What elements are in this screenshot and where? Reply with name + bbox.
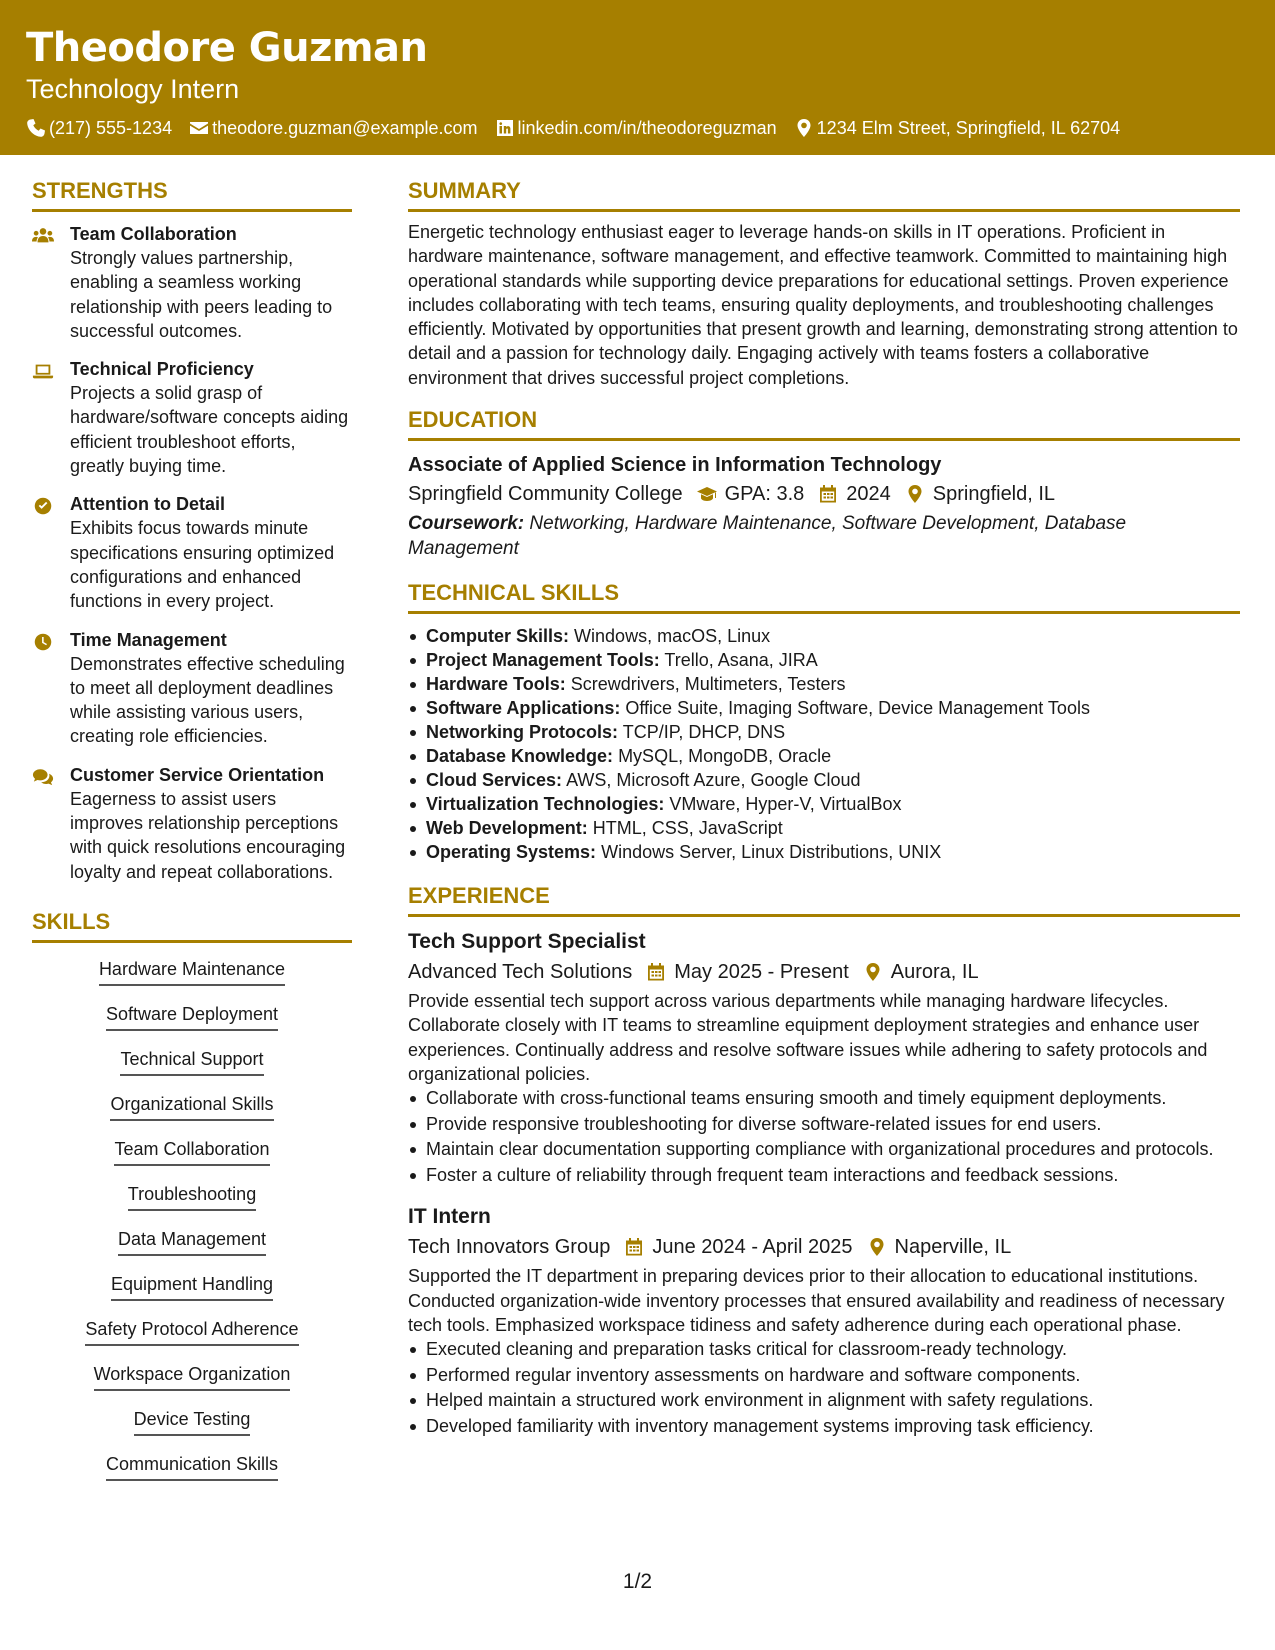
strength-name: Attention to Detail <box>70 494 225 515</box>
list-item: Collaborate with cross-functional teams ensuring smooth and timely equipment deployments. <box>408 1086 1240 1112</box>
users-icon <box>32 226 54 246</box>
strength-item <box>32 357 352 478</box>
skill-tag: Equipment Handling <box>111 1272 273 1301</box>
strength-item <box>32 222 352 343</box>
strength-item <box>32 492 352 613</box>
page-number: 1/2 <box>622 1570 653 1593</box>
tech-skill-value: Trello, Asana, JIRA <box>664 650 818 671</box>
resume-header <box>0 0 1275 155</box>
strength-item <box>32 628 352 749</box>
candidate-name: Theodore Guzman <box>26 25 428 71</box>
list-item: Helped maintain a structured work environment in alignment with safety regulations. <box>408 1388 1240 1414</box>
list-item <box>408 768 1240 792</box>
email-text: theodore.guzman@example.com <box>212 118 478 138</box>
skills-heading: SKILLS <box>32 906 352 943</box>
summary-text: Energetic technology enthusiast eager to leverage hands-on skills in IT operations. Proficient in hardware maintenance, software management, and effective teamwork. Committed to maintaining high operational standards while supporting device preparations for educational settings. Proven experience includes collaborating with tech teams, ensuring quality deployments, and troubleshooting challenges efficiently. Motivated by opportunities that present growth and learning, demonstrating strong attention to detail and a passion for technology daily. Engaging actively with teams fosters a collaborative environment that drives successful project completions. <box>408 222 1238 388</box>
strength-desc: Strongly values partnership, enabling a seamless working relationship with peers leading to successful outcomes. <box>70 248 333 341</box>
summary-heading: SUMMARY <box>408 175 1240 212</box>
tech-skill-label: Networking Protocols: <box>426 722 619 743</box>
strength-item <box>32 763 352 884</box>
job-description: Supported the IT department in preparing devices prior to their allocation to educational institutions. Conducted organization-wide inventory processes that ensured availability and readiness of necessary tech tools. Emphasized workspace tidiness and safety adherence during each operational phase. <box>408 1266 1225 1335</box>
coursework <box>408 511 1240 561</box>
tech-skill-value: MySQL, MongoDB, Oracle <box>618 746 832 767</box>
tech-skill-value: Windows Server, Linux Distributions, UNIX <box>601 842 942 863</box>
list-item <box>408 840 1240 864</box>
skill-tag: Workspace Organization <box>94 1362 291 1391</box>
job-entry <box>408 927 1240 1188</box>
job-location: Aurora, IL <box>890 961 979 984</box>
school-location: Springfield, IL <box>932 483 1056 506</box>
job-meta <box>408 1232 1240 1262</box>
skill-tag: Data Management <box>118 1227 266 1256</box>
envelope-icon <box>189 118 209 138</box>
technical-skills-list <box>408 624 1240 864</box>
map-marker-icon <box>867 1237 887 1257</box>
map-marker-icon <box>905 484 925 504</box>
job-entry <box>408 1202 1240 1439</box>
strength-desc: Demonstrates effective scheduling to meet all deployment deadlines while assisting various users, creating role efficiencies. <box>70 653 345 747</box>
list-item <box>408 696 1240 720</box>
list-item: Provide responsive troubleshooting for diverse software-related issues for end users. <box>408 1112 1240 1138</box>
skill-tag: Technical Support <box>120 1047 263 1076</box>
skills-list <box>32 957 352 1497</box>
tech-skill-value: Screwdrivers, Multimeters, Testers <box>570 674 846 695</box>
strength-name: Time Management <box>70 629 227 650</box>
company-name: Tech Innovators Group <box>408 1236 611 1259</box>
linkedin-text: linkedin.com/in/theodoreguzman <box>517 118 777 138</box>
tech-skill-value: Office Suite, Imaging Software, Device Management Tools <box>625 698 1090 719</box>
job-meta <box>408 957 1240 987</box>
contact-email[interactable] <box>189 116 477 140</box>
tech-skill-label: Operating Systems: <box>426 842 597 863</box>
calendar-icon <box>818 484 838 504</box>
contact-address <box>794 116 1121 140</box>
calendar-icon <box>624 1237 644 1257</box>
coursework-label: Coursework: <box>408 513 525 535</box>
map-marker-icon <box>863 962 883 982</box>
list-item: Performed regular inventory assessments on hardware and software components. <box>408 1363 1240 1389</box>
degree-title: Associate of Applied Science in Information Technology <box>408 454 942 477</box>
education-meta <box>408 479 1240 509</box>
tech-skill-label: Cloud Services: <box>426 770 563 791</box>
list-item <box>408 672 1240 696</box>
school-name: Springfield Community College <box>408 483 683 506</box>
tech-skill-value: HTML, CSS, JavaScript <box>592 818 783 839</box>
tech-skill-value: Windows, macOS, Linux <box>574 626 771 647</box>
list-item <box>408 744 1240 768</box>
gpa: GPA: 3.8 <box>724 483 805 506</box>
list-item <box>408 792 1240 816</box>
list-item <box>408 720 1240 744</box>
clock-icon <box>32 632 54 652</box>
skill-tag: Software Deployment <box>106 1002 278 1031</box>
tech-skill-label: Computer Skills: <box>426 626 570 647</box>
tech-skill-label: Software Applications: <box>426 698 621 719</box>
calendar-icon <box>646 962 666 982</box>
strength-name: Team Collaboration <box>70 224 237 244</box>
list-item <box>408 624 1240 648</box>
skill-tag: Safety Protocol Adherence <box>85 1317 298 1346</box>
tech-skill-label: Virtualization Technologies: <box>426 794 665 815</box>
job-dates: June 2024 - April 2025 <box>652 1236 853 1259</box>
job-bullets <box>408 1337 1240 1439</box>
list-item <box>408 816 1240 840</box>
experience-heading: EXPERIENCE <box>408 880 1240 917</box>
job-location: Naperville, IL <box>894 1236 1012 1259</box>
education-heading: EDUCATION <box>408 404 1240 441</box>
job-description: Provide essential tech support across various departments while managing hardware lifecycles. Collaborate closely with IT teams to streamline equipment deployment strategies and enhance user experiences. Continually address and resolve software issues while adhering to safety protocols and organizational policies. <box>408 991 1208 1084</box>
candidate-title: Technology Intern <box>26 74 240 104</box>
laptop-icon <box>32 361 54 381</box>
left-column <box>32 175 352 1497</box>
phone-text: (217) 555-1234 <box>49 118 173 138</box>
coursework-list: Networking, Hardware Maintenance, Software Development, Database Management <box>408 513 1127 560</box>
tech-skill-value: AWS, Microsoft Azure, Google Cloud <box>566 770 861 791</box>
skill-tag: Hardware Maintenance <box>99 957 285 986</box>
list-item: Maintain clear documentation supporting compliance with organizational procedures and protocols. <box>408 1137 1240 1163</box>
strength-name: Customer Service Orientation <box>70 764 325 785</box>
contact-phone[interactable] <box>26 116 172 140</box>
graduation-cap-icon <box>697 484 717 504</box>
tech-skill-value: TCP/IP, DHCP, DNS <box>622 722 786 743</box>
skill-tag: Troubleshooting <box>128 1182 256 1211</box>
tech-skill-label: Web Development: <box>426 818 588 839</box>
strength-desc: Projects a solid grasp of hardware/software concepts aiding efficient troubleshoot efforts, greatly buying time. <box>70 383 349 477</box>
linkedin-icon <box>495 118 515 138</box>
contact-linkedin[interactable] <box>495 116 777 140</box>
tech-skill-label: Project Management Tools: <box>426 650 660 671</box>
right-column <box>408 175 1240 1453</box>
comments-icon <box>32 767 54 787</box>
strength-desc: Eagerness to assist users improves relationship perceptions with quick resolutions encouraging loyalty and repeat collaborations. <box>70 788 346 882</box>
company-name: Advanced Tech Solutions <box>408 961 633 984</box>
skill-tag: Device Testing <box>134 1407 251 1436</box>
strengths-heading: STRENGTHS <box>32 175 352 212</box>
skill-tag: Communication Skills <box>106 1452 278 1481</box>
skill-tag: Team Collaboration <box>114 1137 269 1166</box>
tech-skill-label: Hardware Tools: <box>426 674 566 695</box>
phone-icon <box>26 118 46 138</box>
list-item: Developed familiarity with inventory management systems improving task efficiency. <box>408 1414 1240 1440</box>
tech-skill-label: Database Knowledge: <box>426 746 614 767</box>
graduation-year: 2024 <box>846 483 891 506</box>
tech-skill-value: VMware, Hyper-V, VirtualBox <box>669 794 902 815</box>
list-item: Executed cleaning and preparation tasks critical for classroom-ready technology. <box>408 1337 1240 1363</box>
list-item: Foster a culture of reliability through frequent team interactions and feedback sessions. <box>408 1163 1240 1189</box>
strength-name: Technical Proficiency <box>70 359 254 380</box>
technical-skills-heading: TECHNICAL SKILLS <box>408 577 1240 614</box>
contact-bar <box>26 116 1275 140</box>
address-text: 1234 Elm Street, Springfield, IL 62704 <box>816 118 1121 138</box>
job-bullets <box>408 1086 1240 1188</box>
job-title: Tech Support Specialist <box>408 930 646 954</box>
list-item <box>408 648 1240 672</box>
map-marker-icon <box>794 118 814 138</box>
job-title: IT Intern <box>408 1205 491 1229</box>
skill-tag: Organizational Skills <box>110 1092 273 1121</box>
strength-desc: Exhibits focus towards minute specifications ensuring optimized configurations and enhanced functions in every project. <box>70 518 335 612</box>
check-circle-icon <box>32 496 54 516</box>
job-dates: May 2025 - Present <box>674 961 849 984</box>
